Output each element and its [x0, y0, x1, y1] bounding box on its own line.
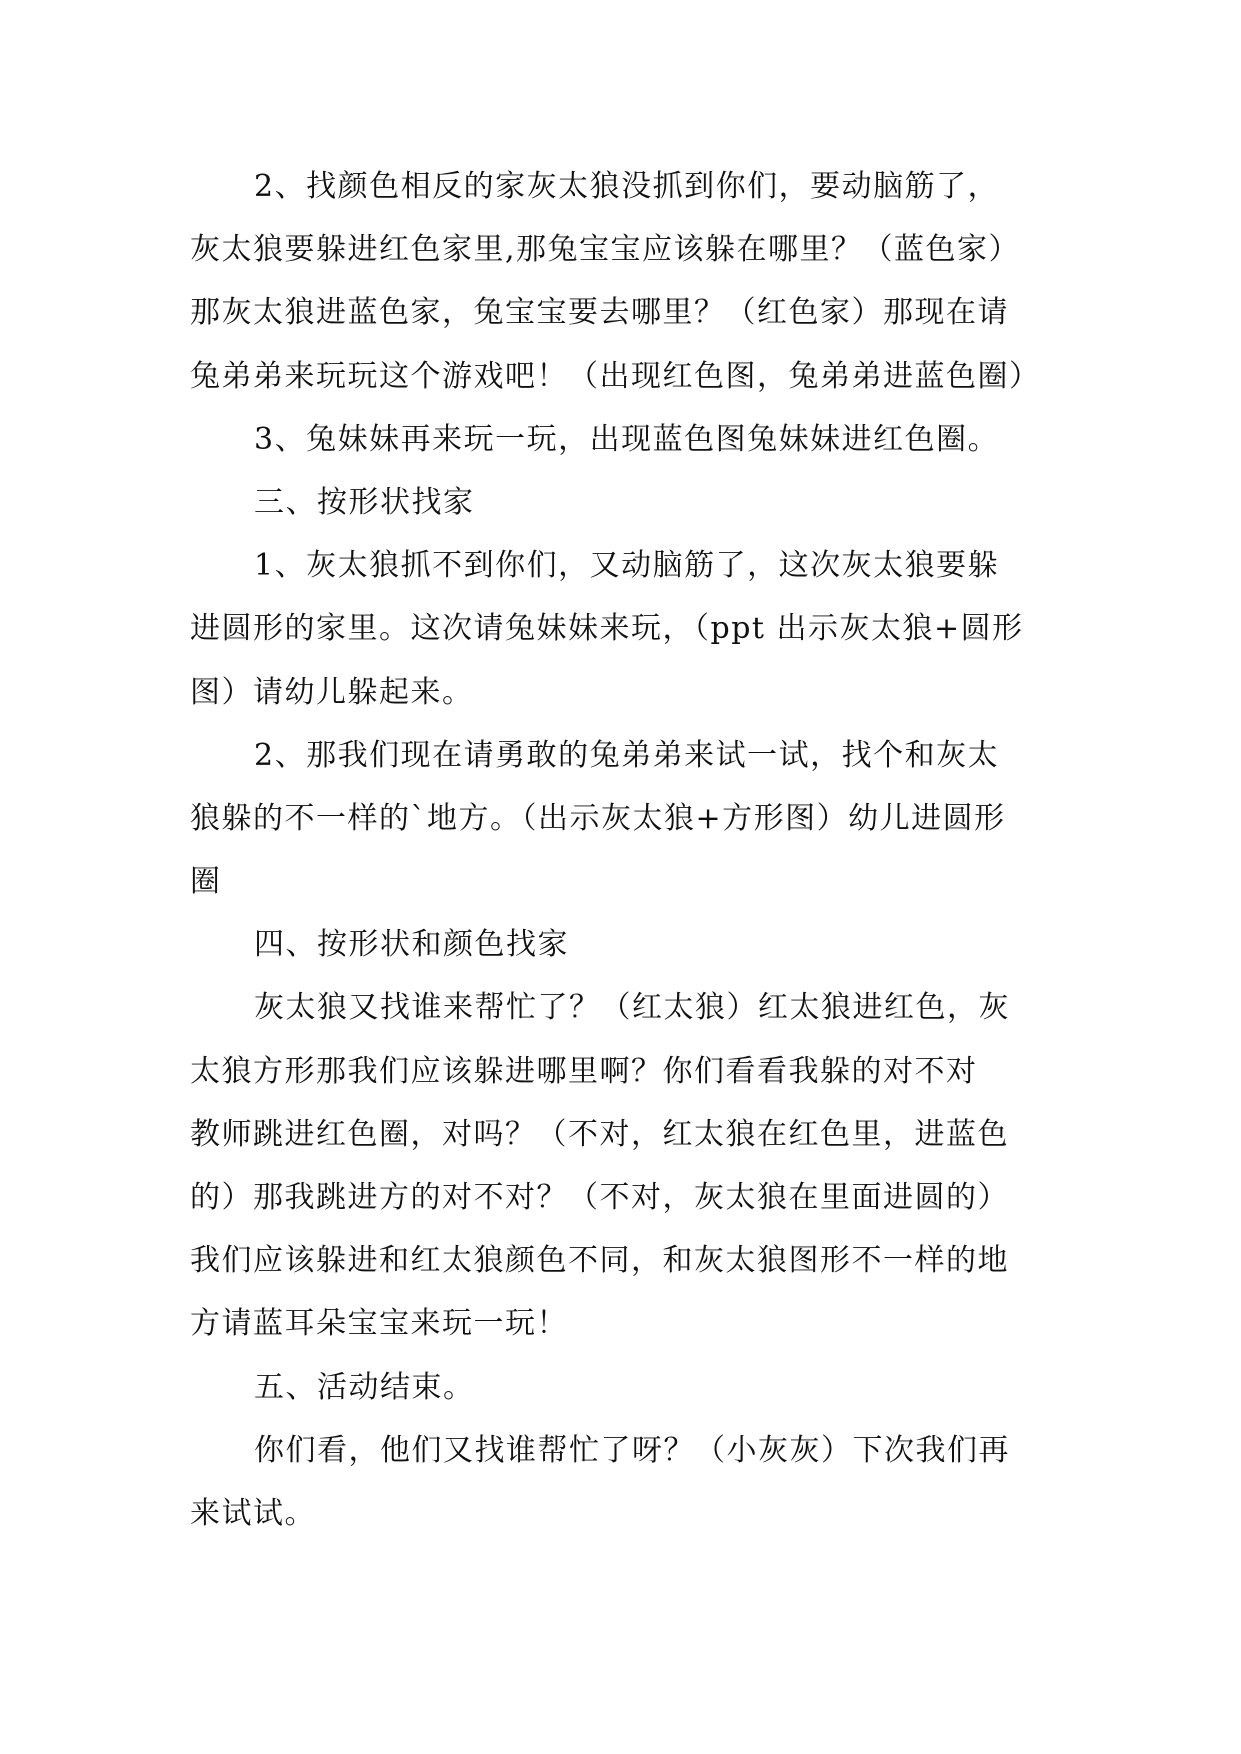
text-line: 2、那我们现在请勇敢的兔弟弟来试一试，找个和灰太	[254, 737, 1000, 773]
text-line: 方请蓝耳朵宝宝来玩一玩！	[190, 1306, 568, 1342]
text-line: 三、按形状找家	[254, 484, 475, 520]
text-line: 1、灰太狼抓不到你们，又动脑筋了，这次灰太狼要躲	[254, 548, 1000, 584]
text-line: 的）那我跳进方的对不对？（不对，灰太狼在里面进圆的）	[190, 1180, 1009, 1215]
text-line: 灰太狼要躲进红色家里,那兔宝宝应该躲在哪里？（蓝色家）	[190, 232, 1021, 268]
text-line: 圈	[190, 864, 222, 900]
document-body	[190, 155, 1080, 1545]
text-line: 你们看，他们又找谁帮忙了呀？（小灰灰）下次我们再	[254, 1432, 1010, 1468]
text-line: 来试试。	[190, 1495, 316, 1531]
text-line: 2、找颜色相反的家灰太狼没抓到你们，要动脑筋了，	[254, 169, 1000, 204]
text-line: 3、兔妹妹再来玩一玩，出现蓝色图兔妹妹进红色圈。	[254, 421, 1000, 457]
text-line: 兔弟弟来玩玩这个游戏吧！（出现红色图，兔弟弟进蓝色圈）	[190, 358, 1041, 394]
text-line: 我们应该躲进和红太狼颜色不同，和灰太狼图形不一样的地	[190, 1243, 1009, 1279]
text-line: 四、按形状和颜色找家	[254, 927, 569, 963]
text-line: 那灰太狼进蓝色家，兔宝宝要去哪里？（红色家）那现在请	[190, 295, 1009, 331]
text-line: 进圆形的家里。这次请兔妹妹来玩，（ppt 出示灰太狼+圆形	[190, 611, 1024, 647]
text-line: 狼躲的不一样的`地方。（出示灰太狼+方形图）幼儿进圆形	[190, 800, 1006, 836]
text-line: 太狼方形那我们应该躲进哪里啊？你们看看我躲的对不对	[190, 1053, 978, 1089]
text-line: 教师跳进红色圈，对吗？（不对，红太狼在红色里，进蓝色	[190, 1116, 1009, 1152]
text-line: 灰太狼又找谁来帮忙了？（红太狼）红太狼进红色，灰	[254, 990, 1010, 1026]
text-line: 图）请幼儿躲起来。	[190, 674, 474, 710]
text-line: 五、活动结束。	[254, 1369, 475, 1405]
